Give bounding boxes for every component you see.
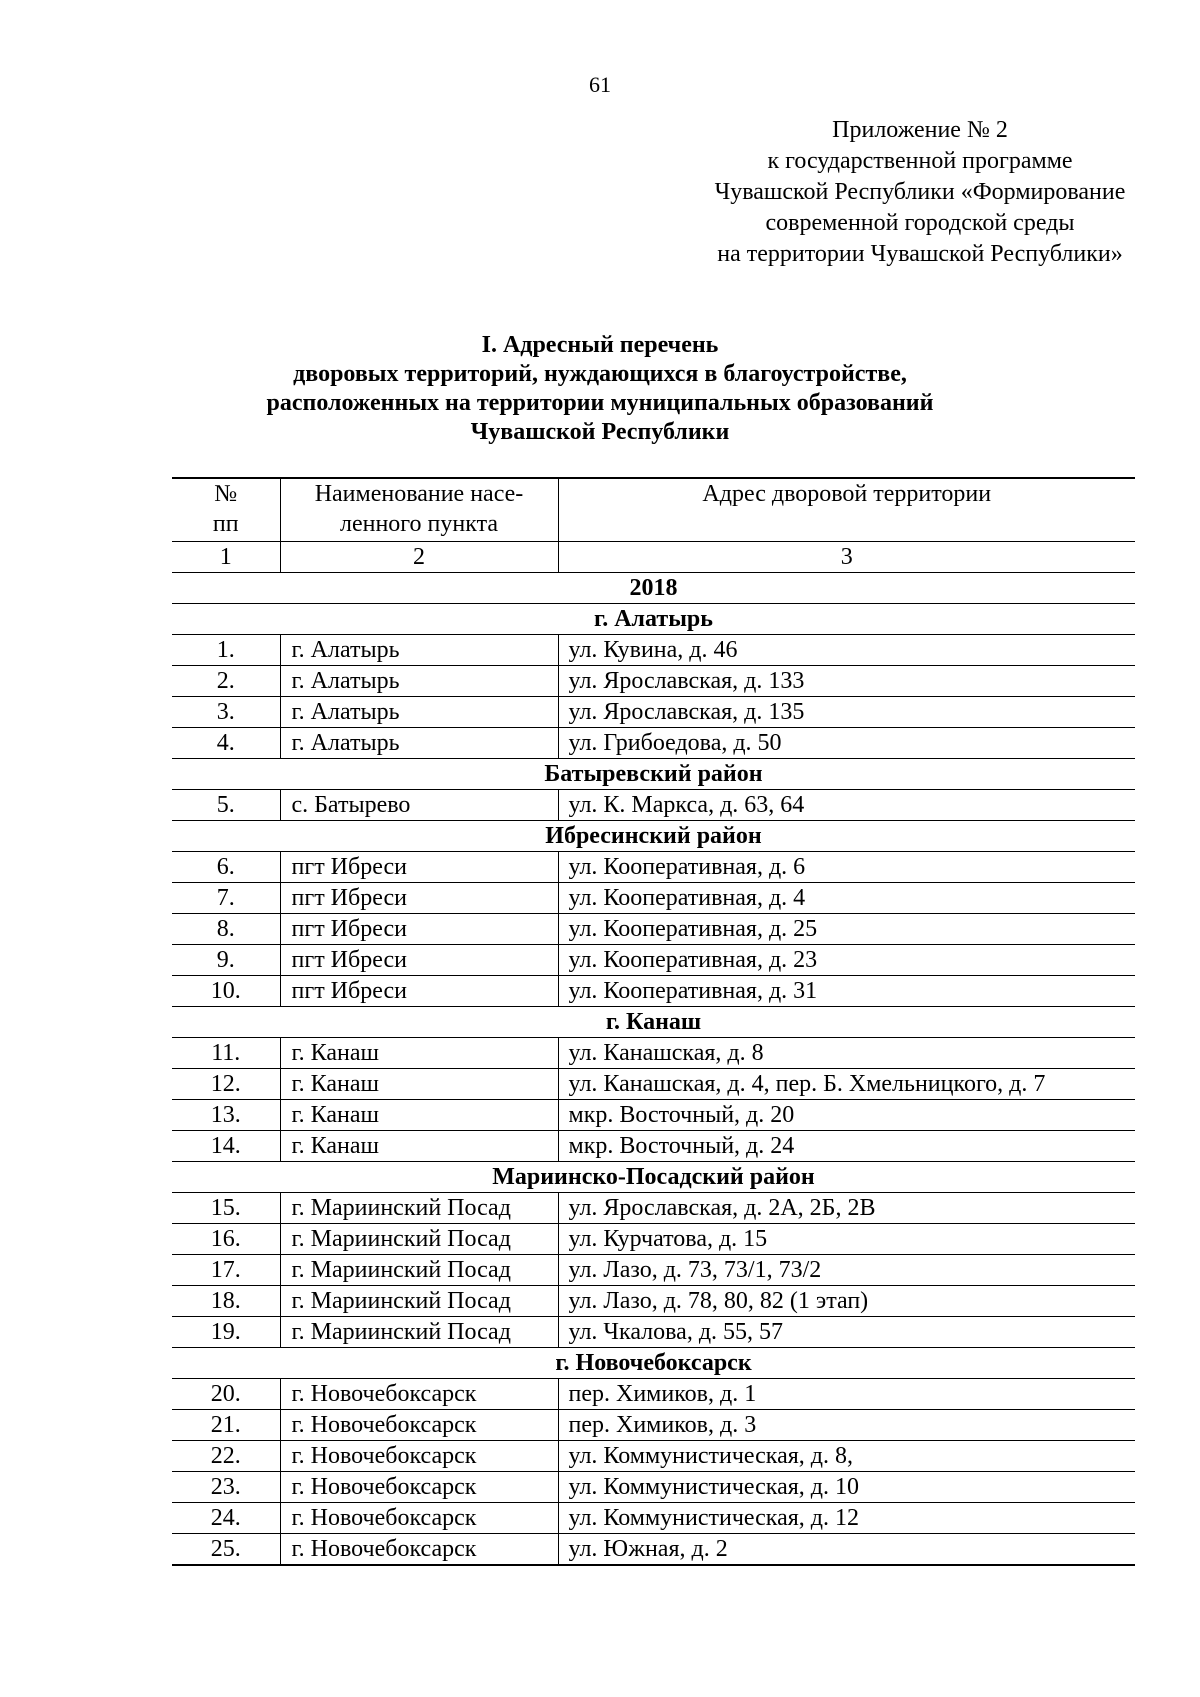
row-place: г. Алатырь	[280, 728, 558, 759]
row-address: ул. Грибоедова, д. 50	[558, 728, 1135, 759]
row-address: ул. Коммунистическая, д. 8,	[558, 1441, 1135, 1472]
row-number: 17.	[172, 1255, 280, 1286]
row-address: ул. Южная, д. 2	[558, 1534, 1135, 1566]
row-place: г. Мариинский Посад	[280, 1224, 558, 1255]
section-row	[172, 759, 1135, 790]
row-place: г. Мариинский Посад	[280, 1193, 558, 1224]
row-place: г. Новочебоксарск	[280, 1441, 558, 1472]
row-address: ул. Кооперативная, д. 4	[558, 883, 1135, 914]
section-row	[172, 821, 1135, 852]
title-line: расположенных на территории муниципальных образований	[266, 390, 934, 416]
row-number: 3.	[172, 697, 280, 728]
appendix-line: Приложение № 2	[832, 117, 1008, 143]
row-number: 23.	[172, 1472, 280, 1503]
row-number: 16.	[172, 1224, 280, 1255]
title-line: дворовых территорий, нуждающихся в благоустройстве,	[293, 361, 907, 387]
column-number: 1	[172, 542, 280, 573]
row-place: г. Алатырь	[280, 697, 558, 728]
table-row	[172, 790, 1135, 821]
row-address: мкр. Восточный, д. 24	[558, 1131, 1135, 1162]
row-number: 2.	[172, 666, 280, 697]
header-place	[280, 478, 558, 542]
row-number: 12.	[172, 1069, 280, 1100]
row-address: ул. К. Маркса, д. 63, 64	[558, 790, 1135, 821]
table-row	[172, 1534, 1135, 1566]
row-address: ул. Лазо, д. 78, 80, 82 (1 этап)	[558, 1286, 1135, 1317]
table-row	[172, 1069, 1135, 1100]
header-address-line: Адрес дворовой территории	[702, 481, 992, 507]
row-place: г. Мариинский Посад	[280, 1317, 558, 1348]
column-numbers-row	[172, 542, 1135, 573]
table-row	[172, 697, 1135, 728]
header-number-line: №	[214, 481, 238, 507]
row-number: 21.	[172, 1410, 280, 1441]
row-place: г. Канаш	[280, 1100, 558, 1131]
year-label: 2018	[172, 573, 1135, 604]
row-number: 8.	[172, 914, 280, 945]
row-place: г. Канаш	[280, 1069, 558, 1100]
row-number: 18.	[172, 1286, 280, 1317]
row-address: ул. Канашская, д. 8	[558, 1038, 1135, 1069]
section-name: г. Новочебоксарск	[172, 1348, 1135, 1379]
row-place: г. Новочебоксарск	[280, 1503, 558, 1534]
row-number: 25.	[172, 1534, 280, 1566]
row-place: г. Новочебоксарск	[280, 1534, 558, 1566]
year-row	[172, 573, 1135, 604]
table-header-row	[172, 478, 1135, 542]
table-row	[172, 1255, 1135, 1286]
table-row	[172, 1131, 1135, 1162]
row-number: 4.	[172, 728, 280, 759]
column-number: 2	[280, 542, 558, 573]
table-row	[172, 635, 1135, 666]
row-place: г. Новочебоксарск	[280, 1472, 558, 1503]
row-address: ул. Коммунистическая, д. 12	[558, 1503, 1135, 1534]
section-name: Ибресинский район	[172, 821, 1135, 852]
row-number: 9.	[172, 945, 280, 976]
row-address: ул. Ярославская, д. 135	[558, 697, 1135, 728]
row-place: пгт Ибреси	[280, 883, 558, 914]
address-table-body	[172, 478, 1135, 1565]
row-place: г. Алатырь	[280, 635, 558, 666]
row-place: пгт Ибреси	[280, 945, 558, 976]
row-place: г. Канаш	[280, 1038, 558, 1069]
appendix-line: современной городской среды	[765, 210, 1075, 236]
address-table	[172, 477, 1135, 1566]
appendix-line: к государственной программе	[767, 148, 1073, 174]
table-row	[172, 1286, 1135, 1317]
row-place: г. Алатырь	[280, 666, 558, 697]
row-number: 5.	[172, 790, 280, 821]
appendix-note	[640, 115, 1200, 270]
row-address: ул. Кооперативная, д. 31	[558, 976, 1135, 1007]
row-address: мкр. Восточный, д. 20	[558, 1100, 1135, 1131]
section-name: г. Канаш	[172, 1007, 1135, 1038]
row-address: ул. Кооперативная, д. 23	[558, 945, 1135, 976]
table-row	[172, 883, 1135, 914]
row-number: 24.	[172, 1503, 280, 1534]
row-place: пгт Ибреси	[280, 914, 558, 945]
row-address: ул. Кувина, д. 46	[558, 635, 1135, 666]
table-row	[172, 914, 1135, 945]
row-number: 22.	[172, 1441, 280, 1472]
section-row	[172, 604, 1135, 635]
column-number: 3	[558, 542, 1135, 573]
row-address: ул. Кооперативная, д. 6	[558, 852, 1135, 883]
section-name: г. Алатырь	[172, 604, 1135, 635]
row-number: 15.	[172, 1193, 280, 1224]
row-number: 7.	[172, 883, 280, 914]
header-number-line: пп	[212, 511, 239, 537]
appendix-line: Чувашской Республики «Формирование	[714, 179, 1126, 205]
row-place: г. Новочебоксарск	[280, 1410, 558, 1441]
section-row	[172, 1162, 1135, 1193]
row-number: 19.	[172, 1317, 280, 1348]
header-place-line: ленного пункта	[339, 511, 499, 537]
row-place: г. Мариинский Посад	[280, 1286, 558, 1317]
title-line: Чувашской Республики	[470, 419, 730, 445]
table-row	[172, 1224, 1135, 1255]
row-address: ул. Лазо, д. 73, 73/1, 73/2	[558, 1255, 1135, 1286]
row-address: ул. Канашская, д. 4, пер. Б. Хмельницкого, д. 7	[558, 1069, 1135, 1100]
section-row	[172, 1348, 1135, 1379]
section-name: Батыревский район	[172, 759, 1135, 790]
appendix-line: на территории Чувашской Республики»	[717, 241, 1123, 267]
table-row	[172, 1379, 1135, 1410]
row-number: 11.	[172, 1038, 280, 1069]
row-address: ул. Курчатова, д. 15	[558, 1224, 1135, 1255]
header-place-line: Наименование насе-	[314, 481, 524, 507]
section-name: Мариинско-Посадский район	[172, 1162, 1135, 1193]
row-address: ул. Ярославская, д. 133	[558, 666, 1135, 697]
table-row	[172, 666, 1135, 697]
row-address: ул. Чкалова, д. 55, 57	[558, 1317, 1135, 1348]
table-row	[172, 1410, 1135, 1441]
row-place: г. Канаш	[280, 1131, 558, 1162]
row-address: ул. Ярославская, д. 2А, 2Б, 2В	[558, 1193, 1135, 1224]
row-number: 10.	[172, 976, 280, 1007]
table-row	[172, 1441, 1135, 1472]
table-row	[172, 852, 1135, 883]
row-number: 14.	[172, 1131, 280, 1162]
title-line: I. Адресный перечень	[481, 332, 719, 358]
table-row	[172, 976, 1135, 1007]
row-place: г. Новочебоксарск	[280, 1379, 558, 1410]
table-row	[172, 1100, 1135, 1131]
header-address	[558, 478, 1135, 542]
row-number: 1.	[172, 635, 280, 666]
table-row	[172, 728, 1135, 759]
row-place: с. Батырево	[280, 790, 558, 821]
table-row	[172, 1472, 1135, 1503]
row-address: ул. Коммунистическая, д. 10	[558, 1472, 1135, 1503]
row-address: пер. Химиков, д. 3	[558, 1410, 1135, 1441]
table-row	[172, 1038, 1135, 1069]
section-row	[172, 1007, 1135, 1038]
row-place: пгт Ибреси	[280, 976, 558, 1007]
row-address: ул. Кооперативная, д. 25	[558, 914, 1135, 945]
table-row	[172, 945, 1135, 976]
row-number: 6.	[172, 852, 280, 883]
row-address: пер. Химиков, д. 1	[558, 1379, 1135, 1410]
table-row	[172, 1317, 1135, 1348]
table-row	[172, 1503, 1135, 1534]
row-place: пгт Ибреси	[280, 852, 558, 883]
table-row	[172, 1193, 1135, 1224]
row-number: 13.	[172, 1100, 280, 1131]
row-place: г. Мариинский Посад	[280, 1255, 558, 1286]
header-number	[172, 478, 280, 542]
row-number: 20.	[172, 1379, 280, 1410]
page-number: 61	[589, 72, 611, 97]
document-title	[0, 331, 1200, 447]
